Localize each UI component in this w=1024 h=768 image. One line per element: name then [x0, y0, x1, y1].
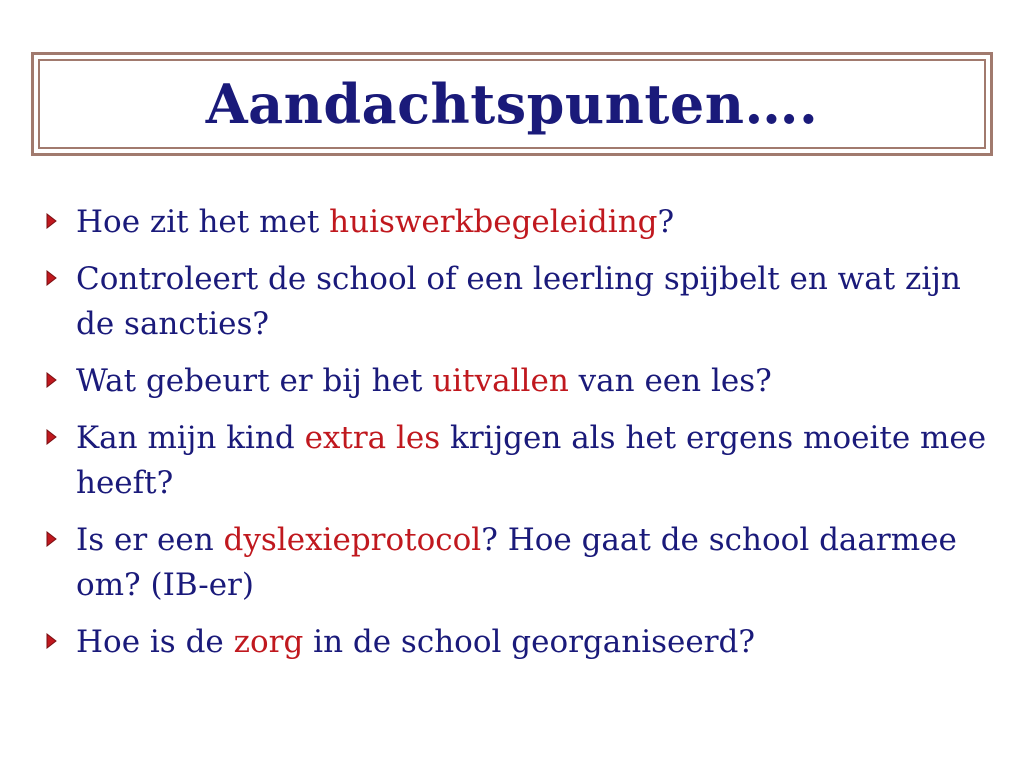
right-triangle-icon	[40, 620, 76, 649]
bullet-text	[76, 257, 990, 347]
bullet-text-part: Hoe is de	[76, 624, 234, 660]
bullet-text	[76, 416, 990, 506]
bullet-text-part: Is er een	[76, 522, 224, 558]
right-triangle-icon	[40, 257, 76, 286]
title-frame	[31, 52, 993, 156]
bullet-text	[76, 359, 772, 404]
right-triangle-icon	[40, 416, 76, 445]
bullet-highlight: huiswerkbegeleiding	[329, 204, 658, 240]
bullet-text-part: van een les?	[568, 363, 772, 399]
right-triangle-icon	[40, 200, 76, 229]
right-triangle-icon	[40, 359, 76, 388]
bullet-item	[40, 416, 990, 506]
bullet-text-part: ?	[657, 204, 675, 240]
bullet-item	[40, 200, 990, 245]
bullet-highlight: extra les	[304, 420, 441, 456]
bullet-list	[40, 200, 990, 677]
bullet-item	[40, 257, 990, 347]
bullet-text-part: Kan mijn kind	[76, 420, 305, 456]
bullet-text	[76, 620, 755, 665]
bullet-text-part: ? Hoe gaat de school daarmee om? (IB-er)	[76, 522, 957, 603]
bullet-item	[40, 620, 990, 665]
bullet-text-part: Controleert de school of een leerling spijbelt en wat zijn de sancties?	[76, 261, 961, 342]
bullet-highlight: uitvallen	[432, 363, 569, 399]
bullet-text-part: in de school georganiseerd?	[303, 624, 756, 660]
title-frame-inner	[38, 59, 986, 149]
bullet-text	[76, 518, 990, 608]
bullet-item	[40, 359, 990, 404]
right-triangle-icon	[40, 518, 76, 547]
bullet-text-part: krijgen als het ergens moeite mee heeft?	[76, 420, 987, 501]
bullet-item	[40, 518, 990, 608]
bullet-text	[76, 200, 674, 245]
bullet-highlight: zorg	[233, 624, 304, 660]
slide-title: Aandachtspunten….	[205, 72, 819, 136]
bullet-text-part: Hoe zit het met	[76, 204, 330, 240]
bullet-highlight: dyslexieprotocol	[223, 522, 482, 558]
bullet-text-part: Wat gebeurt er bij het	[76, 363, 433, 399]
